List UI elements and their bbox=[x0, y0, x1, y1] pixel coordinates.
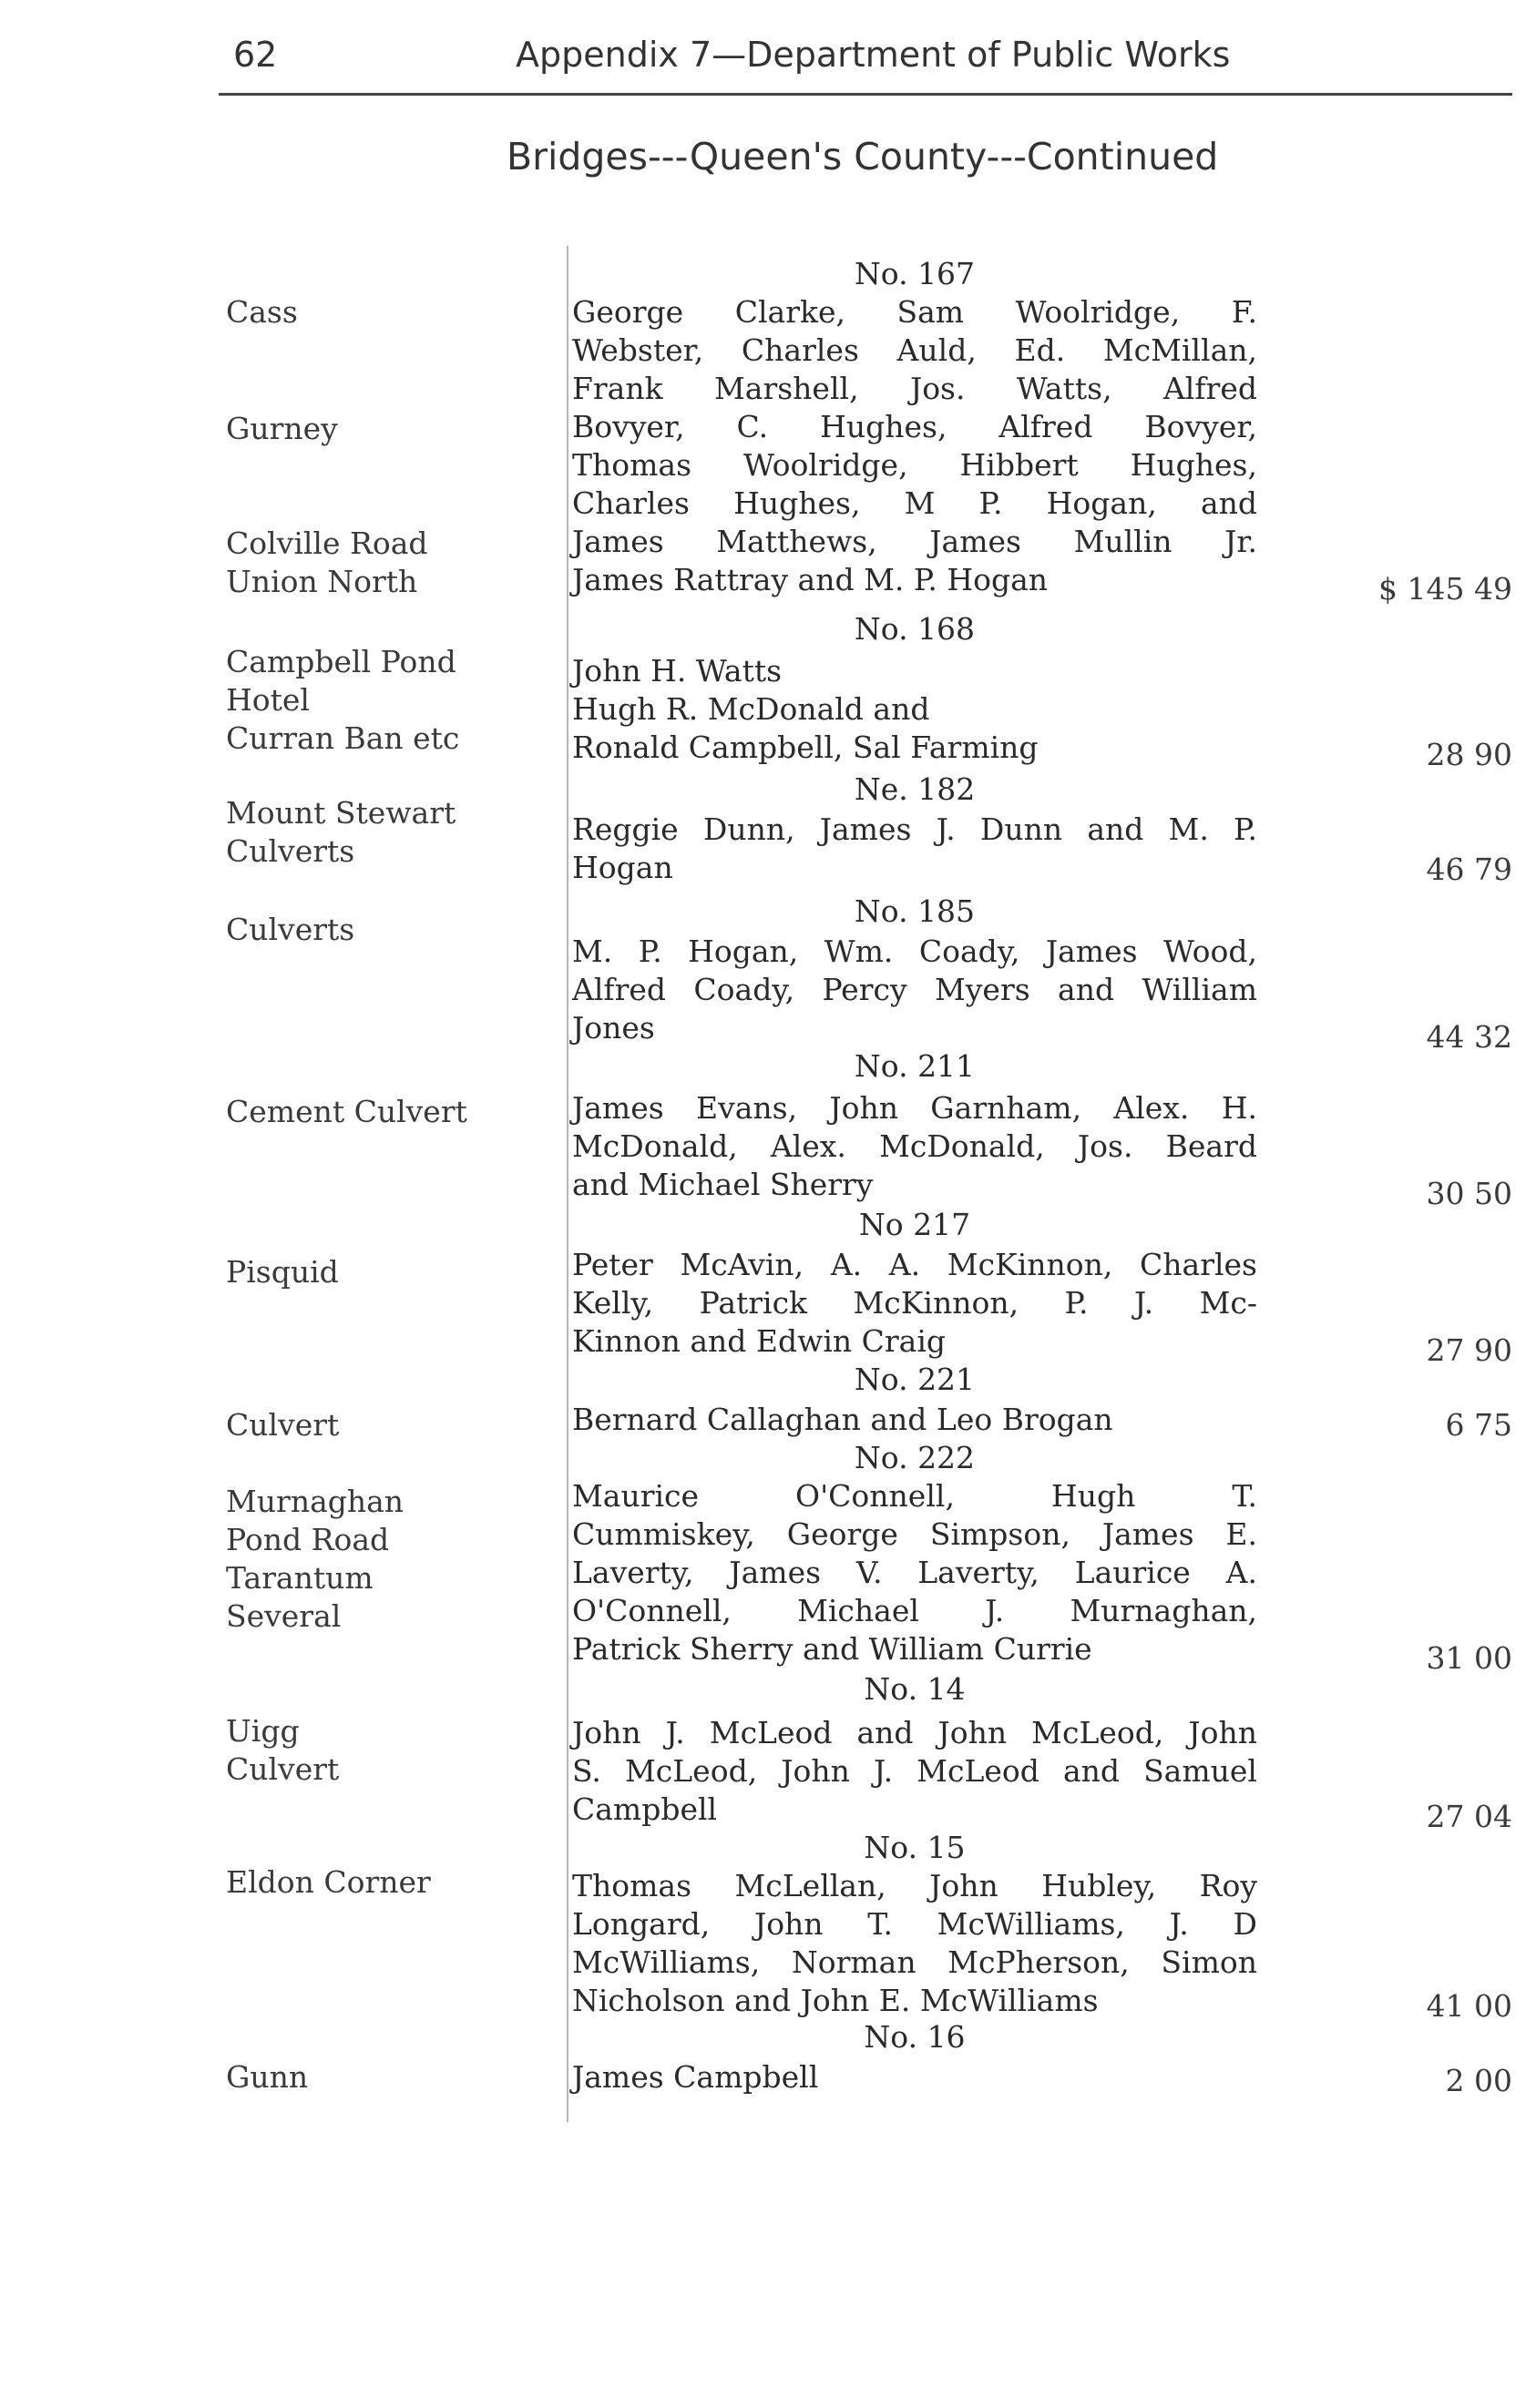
page-header-title: Appendix 7—Department of Public Works bbox=[516, 35, 1231, 75]
section-no-heading: Ne. 182 bbox=[854, 771, 976, 807]
location-label: Gurney bbox=[226, 411, 338, 446]
names-line: Laverty, James V. Laverty, Laurice A. bbox=[572, 1555, 1257, 1590]
names-line: Bovyer, C. Hughes, Alfred Bovyer, bbox=[572, 409, 1257, 444]
names-line: Thomas Woolridge, Hibbert Hughes, bbox=[572, 447, 1257, 483]
names-line: Bernard Callaghan and Leo Brogan bbox=[572, 1402, 1113, 1437]
amount: 28 90 bbox=[1426, 737, 1512, 772]
names-line: Peter McAvin, A. A. McKinnon, Charles bbox=[572, 1247, 1257, 1282]
location-label: Several bbox=[226, 1598, 342, 1634]
amount: 27 90 bbox=[1426, 1332, 1512, 1368]
names-line: Campbell bbox=[572, 1791, 718, 1827]
names-line: Kinnon and Edwin Craig bbox=[572, 1323, 947, 1359]
section-no-heading: No 217 bbox=[858, 1207, 971, 1242]
names-line: Reggie Dunn, James J. Dunn and M. P. bbox=[572, 811, 1257, 847]
header-rule bbox=[219, 93, 1512, 96]
location-label: Cass bbox=[226, 294, 298, 330]
location-label: Pond Road bbox=[226, 1522, 390, 1557]
amount: 44 32 bbox=[1426, 1019, 1512, 1055]
location-label: Culverts bbox=[226, 833, 355, 869]
names-line: James Matthews, James Mullin Jr. bbox=[572, 524, 1257, 559]
names-line: James Rattray and M. P. Hogan bbox=[572, 562, 1049, 597]
names-line: Maurice O'Connell, Hugh T. bbox=[572, 1478, 1257, 1514]
column-divider bbox=[567, 246, 568, 2122]
names-line: M. P. Hogan, Wm. Coady, James Wood, bbox=[572, 934, 1257, 969]
location-label: Mount Stewart bbox=[226, 795, 456, 831]
amount: 6 75 bbox=[1445, 1407, 1512, 1443]
names-line: Charles Hughes, M P. Hogan, and bbox=[572, 485, 1257, 521]
names-line: Kelly, Patrick McKinnon, P. J. Mc- bbox=[572, 1285, 1257, 1321]
amount: 30 50 bbox=[1426, 1176, 1512, 1211]
amount: 31 00 bbox=[1426, 1640, 1512, 1676]
names-line: Ronald Campbell, Sal Farming bbox=[572, 730, 1039, 765]
location-label: Pisquid bbox=[226, 1254, 339, 1290]
location-label: Culverts bbox=[226, 912, 355, 947]
location-label: Tarantum bbox=[226, 1560, 374, 1596]
location-label: Culvert bbox=[226, 1751, 340, 1787]
page-subtitle: Bridges---Queen's County---Continued bbox=[507, 135, 1219, 179]
names-line: Alfred Coady, Percy Myers and William bbox=[572, 972, 1257, 1007]
names-line: S. McLeod, John J. McLeod and Samuel bbox=[572, 1753, 1257, 1789]
names-line: John H. Watts bbox=[572, 653, 783, 689]
names-line: Webster, Charles Auld, Ed. McMillan, bbox=[572, 332, 1257, 368]
section-no-heading: No. 221 bbox=[854, 1362, 976, 1397]
location-label: Cement Culvert bbox=[226, 1094, 467, 1129]
location-label: Murnaghan bbox=[226, 1484, 404, 1519]
section-no-heading: No. 211 bbox=[854, 1048, 976, 1084]
names-line: Frank Marshell, Jos. Watts, Alfred bbox=[572, 371, 1257, 406]
location-label: Campbell Pond bbox=[226, 644, 456, 679]
names-line: Jones bbox=[572, 1010, 655, 1046]
location-label: Culvert bbox=[226, 1407, 340, 1443]
section-no-heading: No. 167 bbox=[854, 256, 976, 291]
names-line: Hugh R. McDonald and bbox=[572, 691, 930, 727]
page-number: 62 bbox=[233, 35, 278, 75]
amount: 2 00 bbox=[1445, 2063, 1512, 2098]
section-no-heading: No. 14 bbox=[864, 1671, 966, 1707]
section-no-heading: No. 15 bbox=[864, 1830, 966, 1865]
section-no-heading: No. 168 bbox=[854, 611, 976, 647]
names-line: John J. McLeod and John McLeod, John bbox=[572, 1715, 1257, 1750]
names-line: and Michael Sherry bbox=[572, 1167, 874, 1202]
names-line: O'Connell, Michael J. Murnaghan, bbox=[572, 1593, 1257, 1628]
section-no-heading: No. 16 bbox=[864, 2019, 966, 2055]
names-line: George Clarke, Sam Woolridge, F. bbox=[572, 294, 1257, 330]
location-label: Curran Ban etc bbox=[226, 720, 460, 756]
names-line: James Campbell bbox=[572, 2059, 819, 2095]
names-line: Longard, John T. McWilliams, J. D bbox=[572, 1906, 1257, 1942]
amount: $ 145 49 bbox=[1378, 571, 1512, 607]
location-label: Colville Road bbox=[226, 525, 428, 561]
amount: 46 79 bbox=[1426, 852, 1512, 887]
location-label: Union North bbox=[226, 564, 418, 599]
location-label: Uigg bbox=[226, 1713, 300, 1749]
section-no-heading: No. 222 bbox=[854, 1440, 976, 1475]
location-label: Eldon Corner bbox=[226, 1864, 431, 1900]
location-label: Gunn bbox=[226, 2059, 309, 2095]
amount: 27 04 bbox=[1426, 1799, 1512, 1834]
names-line: James Evans, John Garnham, Alex. H. bbox=[572, 1090, 1257, 1126]
section-no-heading: No. 185 bbox=[854, 893, 976, 929]
names-line: McWilliams, Norman McPherson, Simon bbox=[572, 1944, 1257, 1980]
names-line: Thomas McLellan, John Hubley, Roy bbox=[572, 1868, 1257, 1903]
names-line: Cummiskey, George Simpson, James E. bbox=[572, 1516, 1257, 1552]
names-line: Hogan bbox=[572, 850, 673, 885]
names-line: Nicholson and John E. McWilliams bbox=[572, 1983, 1099, 2018]
location-label: Hotel bbox=[226, 682, 310, 718]
names-line: Patrick Sherry and William Currie bbox=[572, 1631, 1092, 1667]
amount: 41 00 bbox=[1426, 1988, 1512, 2024]
names-line: McDonald, Alex. McDonald, Jos. Beard bbox=[572, 1128, 1257, 1164]
